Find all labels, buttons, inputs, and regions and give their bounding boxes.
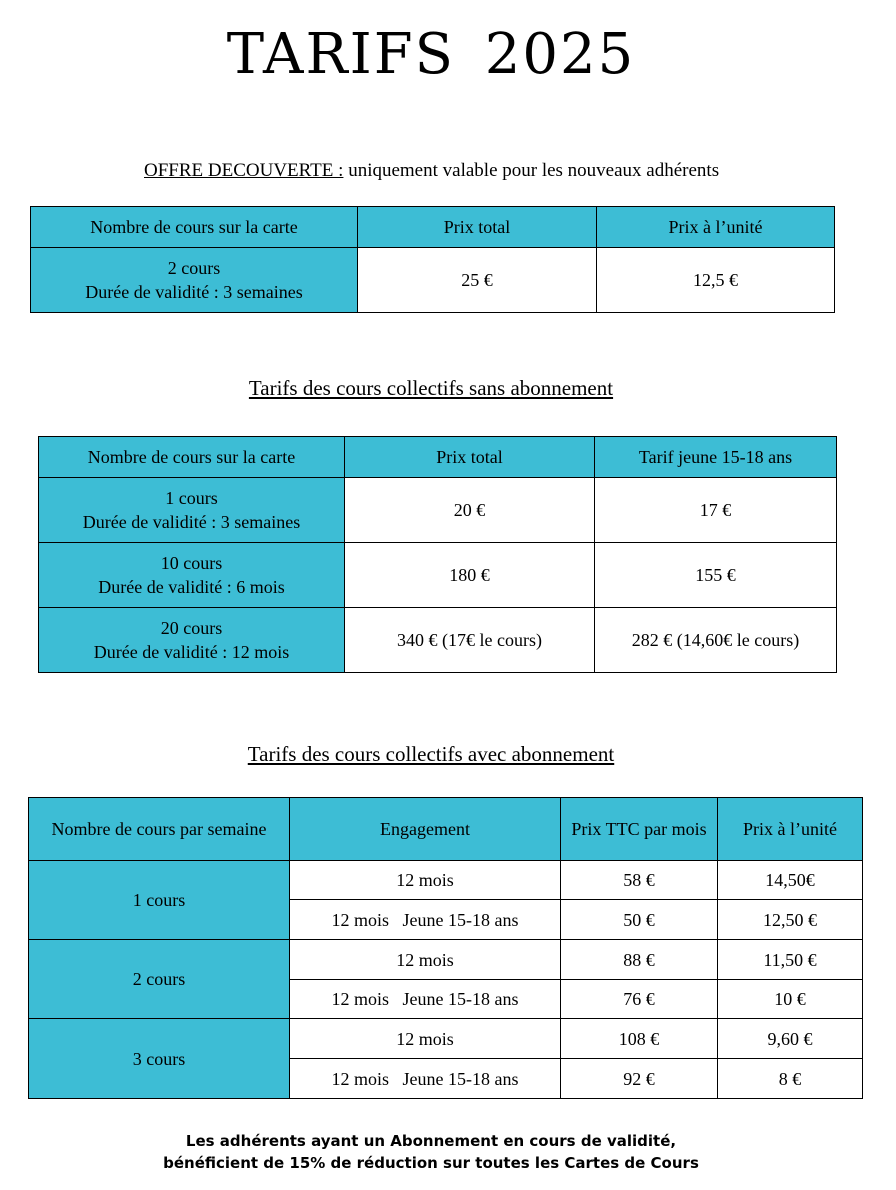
table-row: [39, 543, 837, 608]
prix-ttc: 108 €: [561, 1019, 718, 1059]
prix-unite: 14,50€: [718, 861, 863, 900]
group-label: 2 cours: [29, 940, 290, 1019]
page-title: TARIFS 2025: [226, 22, 636, 87]
column-header: Nombre de cours sur la carte: [39, 437, 345, 478]
sans-abonnement-table: [38, 436, 837, 673]
column-header: Prix TTC par mois: [561, 798, 718, 861]
column-header: Prix à l’unité: [597, 207, 835, 248]
price-total: 20 €: [345, 478, 595, 543]
offer-line: [144, 160, 719, 182]
row-label-count: 2 cours: [167, 258, 221, 278]
footnote: [0, 1130, 862, 1174]
offer-label: OFFRE DECOUVERTE :: [144, 160, 344, 181]
column-header: Prix total: [358, 207, 597, 248]
column-header: Prix total: [345, 437, 595, 478]
section-title-sans-abonnement: Tarifs des cours collectifs sans abonnement: [248, 376, 614, 400]
column-header: Prix à l’unité: [718, 798, 863, 861]
section-title-avec-abonnement: Tarifs des cours collectifs avec abonnement: [247, 742, 615, 766]
table-row: [29, 1019, 863, 1059]
row-label-validity: Durée de validité : 12 mois: [93, 642, 290, 662]
engagement: 12 mois: [290, 861, 561, 900]
row-label-count: 10 cours: [160, 553, 223, 573]
engagement: 12 mois: [290, 1019, 561, 1059]
row-label-count: 20 cours: [160, 618, 223, 638]
table-row: [29, 861, 863, 900]
engagement: 12 mois Jeune 15-18 ans: [290, 1059, 561, 1099]
group-label: 1 cours: [29, 861, 290, 940]
row-label: [39, 478, 345, 543]
prix-ttc: 50 €: [561, 900, 718, 940]
prix-ttc: 92 €: [561, 1059, 718, 1099]
prix-unite: 10 €: [718, 980, 863, 1019]
prix-unite: 8 €: [718, 1059, 863, 1099]
offer-table: [30, 206, 835, 313]
prix-unite: 11,50 €: [718, 940, 863, 980]
table-row: [39, 478, 837, 543]
group-label: 3 cours: [29, 1019, 290, 1099]
price-total: 340 € (17€ le cours): [345, 608, 595, 673]
prix-unite: 9,60 €: [718, 1019, 863, 1059]
price-total: 180 €: [345, 543, 595, 608]
price-jeune: 282 € (14,60€ le cours): [595, 608, 837, 673]
prix-ttc: 58 €: [561, 861, 718, 900]
row-label-validity: Durée de validité : 3 semaines: [85, 282, 303, 302]
engagement: 12 mois: [290, 940, 561, 980]
column-header: Tarif jeune 15-18 ans: [595, 437, 837, 478]
prix-ttc: 76 €: [561, 980, 718, 1019]
table-row: [31, 248, 835, 313]
prix-unite: 12,50 €: [718, 900, 863, 940]
row-label-count: 1 cours: [165, 488, 218, 508]
row-label: [39, 608, 345, 673]
table-row: [39, 608, 837, 673]
footnote-line-2: bénéficient de 15% de réduction sur toutes les Cartes de Cours: [163, 1154, 699, 1172]
column-header: Nombre de cours par semaine: [29, 798, 290, 861]
engagement: 12 mois Jeune 15-18 ans: [290, 900, 561, 940]
offer-text: uniquement valable pour les nouveaux adhérents: [348, 160, 720, 181]
column-header: Engagement: [290, 798, 561, 861]
row-label-validity: Durée de validité : 3 semaines: [82, 512, 301, 532]
row-label: [31, 248, 358, 313]
prix-ttc: 88 €: [561, 940, 718, 980]
price-jeune: 155 €: [595, 543, 837, 608]
row-label: [39, 543, 345, 608]
price-unit: 12,5 €: [597, 248, 835, 313]
engagement: 12 mois Jeune 15-18 ans: [290, 980, 561, 1019]
price-total: 25 €: [358, 248, 597, 313]
row-label-validity: Durée de validité : 6 mois: [98, 577, 285, 597]
footnote-line-1: Les adhérents ayant un Abonnement en cours de validité,: [185, 1132, 677, 1150]
column-header: Nombre de cours sur la carte: [31, 207, 358, 248]
avec-abonnement-table: [28, 797, 863, 1099]
table-row: [29, 940, 863, 980]
price-jeune: 17 €: [595, 478, 837, 543]
